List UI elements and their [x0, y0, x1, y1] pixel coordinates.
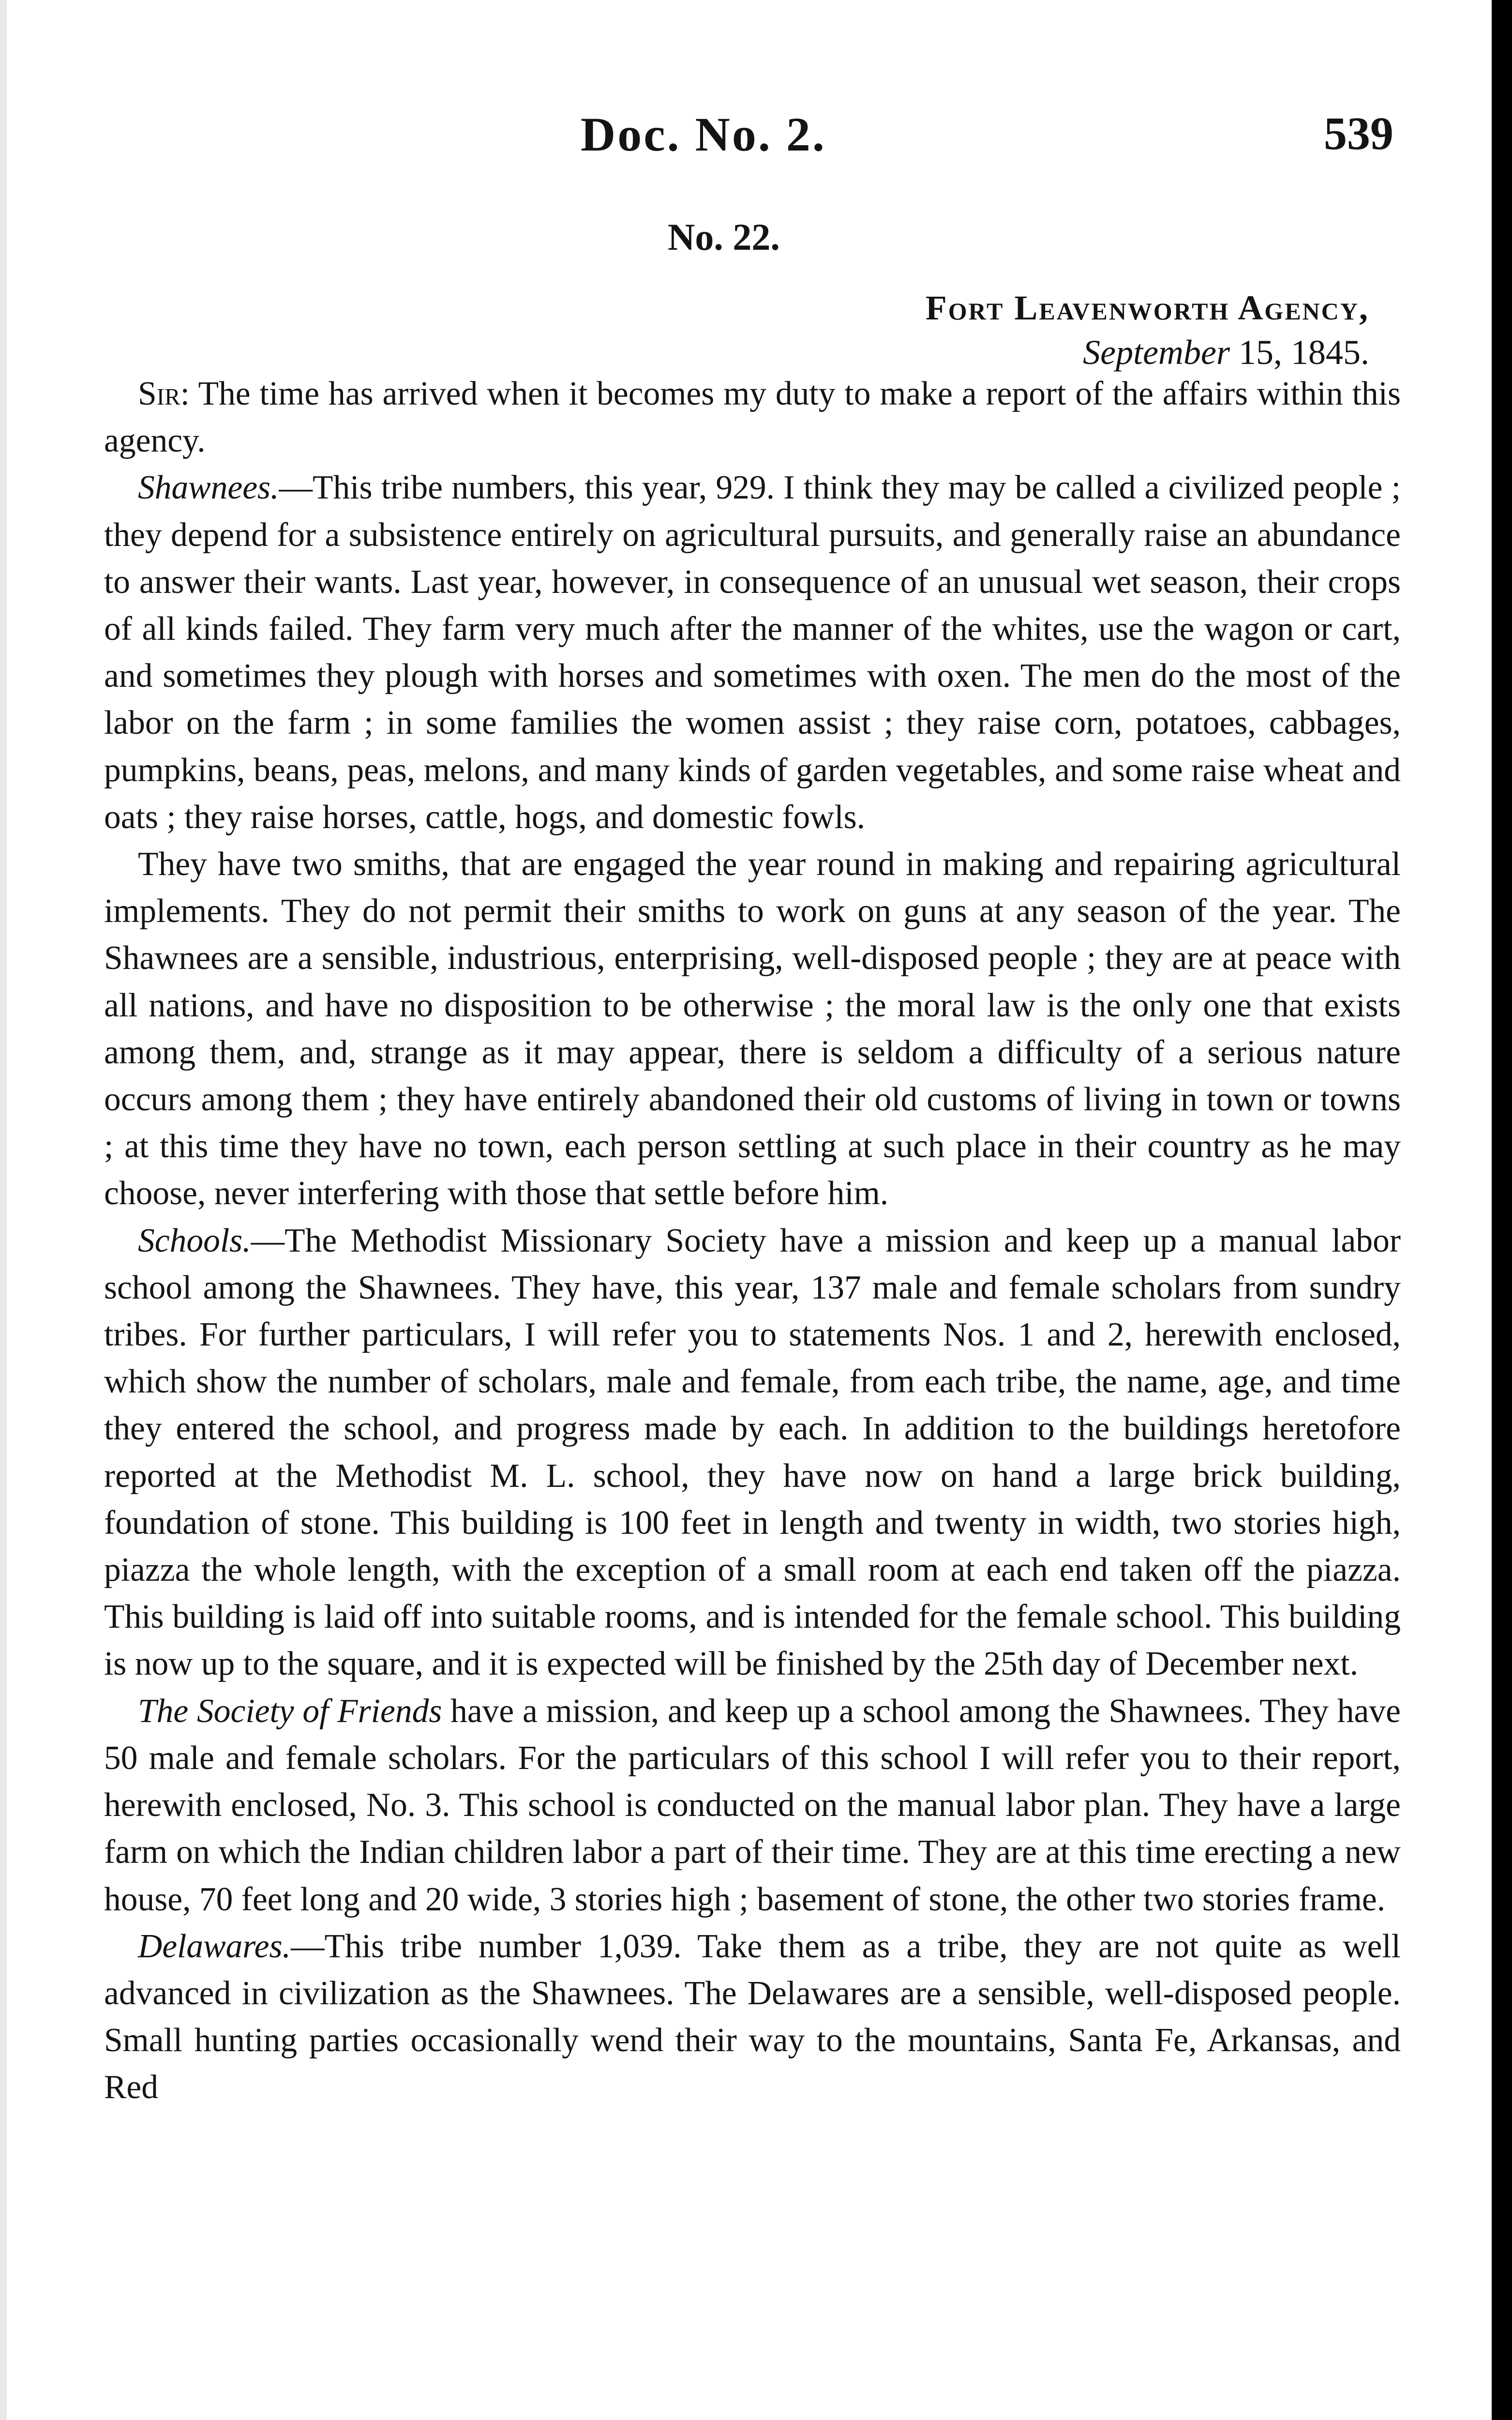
- page-number: 539: [1324, 107, 1393, 159]
- paragraph-text: —The Methodist Missionary Society have a mission and keep up a manual labor school among the Shawnees. They have, this year, 137 male and female scholars from sundry tribes. For further particulars, I will refer you to statements Nos. 1 and 2, herewith enclosed, which show the number of scholars, male and female, from each tribe, the name, age, and time they entered the school, and progress made by each. In addition to the buildings heretofore reported at the Methodist M. L. school, they have now on hand a large brick building, foundation of stone. This building is 100 feet in length and twenty in width, two stories high, piazza the whole length, with the exception of a small room at each end taken off the piazza. This building is laid off into suitable rooms, and is intended for the female school. This building is now up to the square, and it is expected will be finished by the 25th day of December next.: [104, 1222, 1401, 1683]
- agency-date: [926, 330, 1369, 375]
- paragraph-text: have a mission, and keep up a school among the Shawnees. They have 50 male and female scholars. For the particulars of this school I will refer you to their report, herewith enclosed, No. 3. This school is conducted on the manual labor plan. They have a large farm on which the Indian children labor a part of their time. They are at this time erecting a new house, 70 feet long and 20 wide, 3 stories high ; basement of stone, the other two stories frame.: [104, 1692, 1401, 1918]
- paragraph-lead: Schools.: [138, 1222, 251, 1259]
- paragraph-shawnees: [104, 464, 1401, 841]
- doc-title: Doc. No. 2.: [581, 107, 826, 161]
- agency-date-rest: 15, 1845.: [1230, 333, 1369, 372]
- paragraph-salutation: [104, 370, 1401, 464]
- paragraph-society-of-friends: [104, 1688, 1401, 1923]
- paragraph-text: —This tribe numbers, this year, 929. I think they may be called a civilized people ; they depend for a subsistence entirely on agricultural pursuits, and generally raise an abundance to answer their wants. Last year, however, in consequence of an unusual wet season, their crops of all kinds failed. They farm very much after the manner of the whites, use the wagon or cart, and sometimes they plough with horses and sometimes with oxen. The men do the most of the labor on the farm ; in some families the women assist ; they raise corn, potatoes, cabbages, pumpkins, beans, peas, melons, and many kinds of garden vegetables, and some raise wheat and oats ; they raise horses, cattle, hogs, and domestic fowls.: [104, 469, 1401, 836]
- agency-name: Fort Leavenworth Agency,: [925, 288, 1369, 327]
- paragraph-lead: Shawnees.: [138, 469, 279, 507]
- paragraph-lead: Delawares.: [138, 1927, 291, 1965]
- paragraph-lead: Sir: [138, 375, 180, 412]
- scan-left-edge: [0, 0, 7, 2420]
- paragraph-delawares: [104, 1923, 1401, 2111]
- agency-date-month-day: September: [1083, 333, 1230, 372]
- paragraph-schools: [104, 1217, 1401, 1688]
- page-header: [87, 106, 1393, 174]
- scan-right-edge: [1492, 0, 1512, 2420]
- paragraph-text: They have two smiths, that are engaged the year round in making and repairing agricultural implements. They do not permit their smiths to work on guns at any season of the year. The Shawnees are a sensible, industrious, enterprising, well-disposed people ; they are at peace with all nations, and have no disposition to be otherwise ; the moral law is the only one that exists among them, and, strange as it may appear, there is seldom a difficulty of a serious nature occurs among them ; they have entirely abandoned their old customs of living in town or towns ; at this time they have no town, each person settling at such place in their country as he may choose, never interfering with those that settle before him.: [104, 846, 1401, 1212]
- paragraph-text: —This tribe number 1,039. Take them as a tribe, they are not quite as well advanced in civilization as the Shawnees. The Delawares are a sensible, well-disposed people. Small hunting parties occasionally wend their way to the mountains, Santa Fe, Arkansas, and Red: [104, 1927, 1401, 2106]
- agency-dateline: [926, 286, 1369, 375]
- letter-body: [104, 370, 1401, 2111]
- letter-number: No. 22.: [668, 216, 780, 258]
- paragraph-smiths: [104, 841, 1401, 1217]
- paragraph-lead: The Society of Friends: [138, 1692, 442, 1730]
- paragraph-text: : The time has arrived when it becomes my duty to make a report of the affairs within this agency.: [104, 375, 1401, 460]
